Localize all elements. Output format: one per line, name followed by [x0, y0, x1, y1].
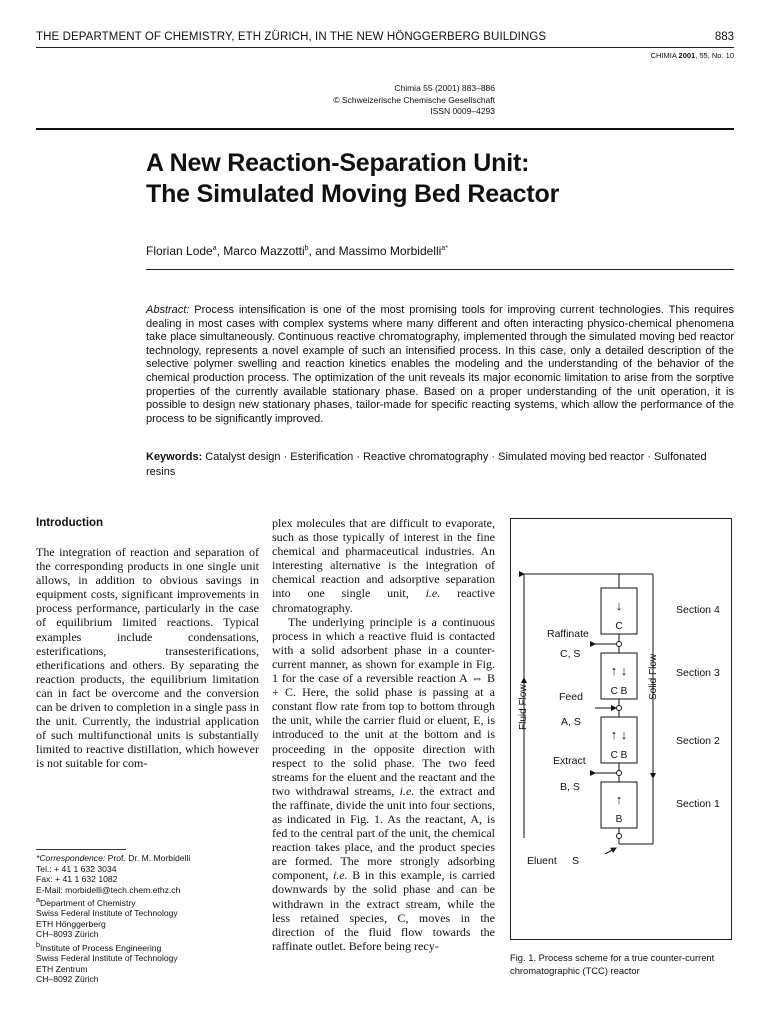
- title-line-2: The Simulated Moving Bed Reactor: [146, 180, 560, 208]
- telephone: Tel.: + 41 1 632 3034: [36, 863, 117, 874]
- box-arrow-1: ↑: [615, 792, 623, 807]
- authors-rule: [146, 269, 734, 270]
- publication-info: [300, 83, 495, 118]
- section-label: Section 4: [676, 604, 720, 616]
- box-label-4: C: [615, 621, 623, 632]
- affiliation-line: Swiss Federal Institute of Technology: [36, 953, 178, 964]
- correspondence-label: *Correspondence:: [36, 853, 106, 863]
- journal-prefix: CHIMIA: [650, 51, 679, 60]
- italic-ie: i.e.: [425, 586, 441, 601]
- affiliation-mark: a: [36, 896, 40, 904]
- correspondence-name: Prof. Dr. M. Morbidelli: [105, 853, 191, 863]
- section-heading: Introduction: [36, 517, 104, 529]
- copyright: © Schweizerische Chemische Gesellschaft: [333, 94, 495, 105]
- eluent-label: Eluent: [527, 855, 557, 867]
- journal-suffix: , 55, No. 10: [695, 51, 734, 60]
- figure-caption: Fig. 1. Process scheme for a true counter-current chromatographic (TCC) reactor: [510, 952, 715, 976]
- text-run: the extract and the raffinate, divide the unit into four sections, as indicated in Fig. 1. As the reactant, A, is fed to the central part of the unit, the chemical reaction takes place, and the product species are formed. The more strongly adsorbing component,: [272, 783, 495, 883]
- raffinate-species: C, S: [560, 648, 581, 660]
- box-arrow-4: ↓: [615, 598, 623, 613]
- author-affiliation: a*: [441, 245, 448, 252]
- footnote-rule: [36, 849, 126, 850]
- box-arrow-2: ↑ ↓: [610, 727, 628, 742]
- affiliation-b: [36, 940, 266, 953]
- feed-label: Feed: [559, 691, 583, 703]
- solid-flow-label: Solid Flow: [648, 653, 659, 700]
- title-rule: [36, 128, 734, 130]
- keywords-text: Catalyst design · Esterification · Reactive chromatography · Simulated moving bed reactor · Sulfonated resins: [146, 451, 707, 478]
- issn: ISSN 0009–4293: [430, 106, 495, 116]
- fluid-flow-label: Fluid Flow: [518, 684, 529, 730]
- journal-year: 2001: [678, 51, 696, 60]
- extract-label: Extract: [553, 755, 586, 767]
- raffinate-label: Raffinate: [547, 628, 589, 640]
- abstract-label: Abstract:: [146, 304, 190, 316]
- tcc-process-diagram: [510, 518, 732, 940]
- connectors: [524, 574, 653, 854]
- affiliation-a: [36, 895, 266, 908]
- author-separator: ,: [216, 244, 224, 258]
- fax: Fax: + 41 1 632 1082: [36, 874, 118, 884]
- running-header: THE DEPARTMENT OF CHEMISTRY, ETH ZÜRICH, IN THE NEW HÖNGGERBERG BUILDINGS: [36, 31, 547, 43]
- italic-ie: i.e.: [332, 868, 348, 883]
- author-list: [146, 244, 736, 258]
- body-column-2: [272, 516, 495, 953]
- author-name: Florian Lode: [146, 244, 213, 258]
- author-affiliation: a: [212, 245, 217, 252]
- correspondence: [36, 853, 266, 864]
- affiliation-mark: b: [36, 940, 40, 949]
- affiliation-line: Swiss Federal Institute of Technology: [36, 908, 178, 919]
- affiliation-line: ETH Zentrum: [36, 963, 88, 974]
- header-rule: [36, 47, 734, 48]
- stream-labels: [527, 628, 589, 867]
- body-column-1: [36, 545, 259, 771]
- affiliation-dept: Department of Chemistry: [39, 897, 136, 908]
- section-label: Section 1: [676, 798, 720, 810]
- section-label: Section 3: [676, 667, 720, 679]
- citation: Chimia 55 (2001) 883–886: [394, 83, 495, 93]
- email: E-Mail: morbidelli@tech.chem.ethz.ch: [36, 884, 181, 895]
- author-separator: , and: [308, 244, 339, 258]
- affiliation-line: ETH Hönggerberg: [36, 918, 106, 929]
- paragraph: The integration of reaction and separation of the corresponding products in one single unit allows, in addition to obvious savings in equipment costs, significant improvements in process performance, particularly in the case of equilibrium limited reactions. Typical examples include condensations, esterifications, transesterifications, etherifications and others. By separating the reaction products, the equilibrium limitation can in fact be overcome and the conversion can be driven to completion in a single pass in the unit. Currently, the industrial application of such multifunctional units is substantially limited to reactive distillation, which however is not suitable for com-: [36, 545, 259, 771]
- box-label-1: B: [615, 814, 623, 825]
- section-labels: [676, 604, 720, 810]
- footnotes: [36, 853, 266, 985]
- extract-species: B, S: [560, 781, 580, 793]
- keywords-label: Keywords:: [146, 451, 203, 463]
- feed-species: A, S: [561, 716, 581, 728]
- box-label-3: C B: [610, 686, 628, 697]
- section-label: Section 2: [676, 735, 720, 747]
- affiliation-line: CH–8093 Zürich: [36, 929, 99, 940]
- page-number: 883: [714, 31, 734, 43]
- title-line-1: A New Reaction-Separation Unit:: [146, 149, 530, 177]
- text-run: reactive chromatography.: [272, 586, 496, 615]
- author-name: Marco Mazzotti: [223, 244, 305, 258]
- box-label-2: C B: [610, 750, 628, 761]
- abstract-text: Process intensification is one of the most promising tools for improving current technologies. This requires dealing in most cases with complex systems where many different and often interacting physico-chemical phenomena take place simultaneously. Continuous reactive chromatography, implemented through the simulated moving bed reactor technology, represents a novel example of such an intensified process. In this case, only a detailed description of the selective polymer swelling and reaction kinetics enables the modeling and the understanding of the behavior of the chemical production process. The optimization of the unit reveals its major economic limitation to arise from the sorptive properties of the currently available stationary phase. Based on a proper understanding of the unit operation, it is possible to design new stationary phases, tailor-made for specific reacting systems, which allow the performance of the process to be significantly improved.: [146, 304, 734, 425]
- text-run: plex molecules that are difficult to evaporate, such as those typically of interest in the fine chemical and pharmaceutical industries. An interesting alternative is the integration of chemical reaction and adsorptive separation into one single unit,: [272, 516, 495, 601]
- author-name: Massimo Morbidelli: [338, 244, 442, 258]
- text-run: The underlying principle is a continuous process in which a reactive fluid is contacted with a solid adsorbent phase in a counter-current manner, as shown for example in Fig. 1 for the case of a reversible reaction A ⇔ B + C. Here, the solid phase is passing at a constant flow rate from top to bottom through the unit, while the carrier fluid or eluent, E, is introduced to the unit at the bottom and is proceeding in the opposite direction with respect to the solid phase. The two feed streams for the eluent and the reactant and the two withdrawal streams,: [272, 614, 495, 798]
- italic-ie: i.e.: [399, 783, 415, 798]
- article-title: [146, 148, 736, 210]
- text-run: B in this example, is carried downwards by the solid phase and can be withdrawn in the extract stream, while the less retained species, C, moves in the direction of the fluid flow towards the raffinate outlet. Before being recy-: [272, 868, 495, 953]
- abstract: [146, 304, 734, 426]
- paragraph: [272, 516, 495, 615]
- author-affiliation: b: [304, 245, 309, 252]
- journal-reference: [651, 51, 734, 60]
- box-arrow-3: ↑ ↓: [610, 663, 628, 678]
- eluent-species: S: [572, 855, 580, 867]
- keywords: [146, 450, 734, 479]
- affiliation-line: CH–8092 Zürich: [36, 974, 99, 985]
- paragraph: [272, 615, 495, 953]
- affiliation-dept: Institute of Process Engineering: [39, 942, 162, 953]
